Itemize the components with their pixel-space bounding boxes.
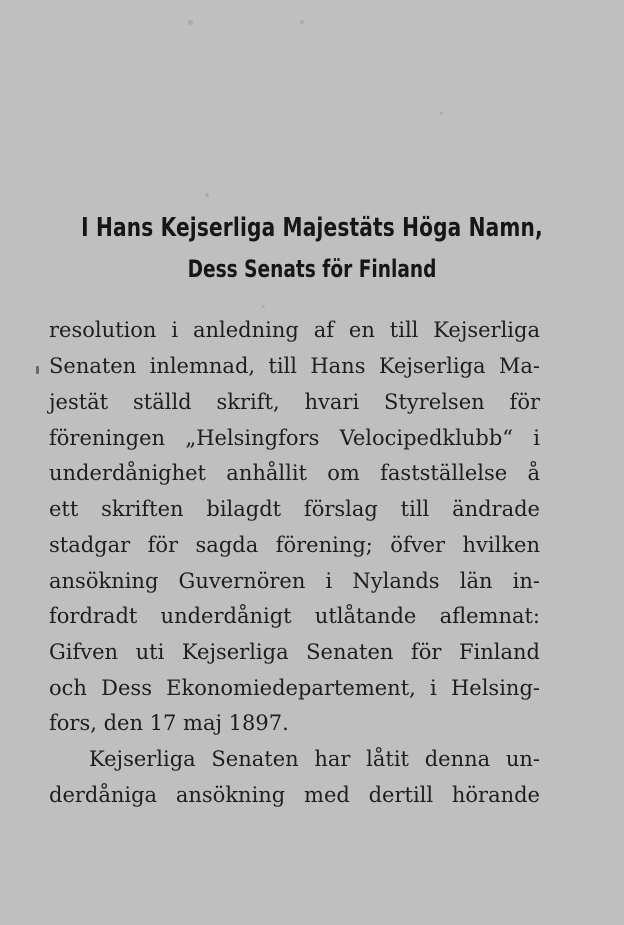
body-text-line: Kejserliga Senaten har låtit denna un- bbox=[89, 747, 540, 771]
paper-spot bbox=[188, 20, 193, 25]
paper-spot bbox=[440, 112, 443, 115]
paper-spot bbox=[300, 20, 304, 24]
body-text-line: resolution i anledning af en till Kejserliga bbox=[49, 318, 540, 342]
paper-spot bbox=[205, 193, 209, 197]
body-text-line: och Dess Ekonomiedepartement, i Helsing- bbox=[49, 676, 540, 700]
paper-spot bbox=[262, 305, 265, 308]
body-text-line: fors, den 17 maj 1897. bbox=[49, 711, 289, 735]
body-text-line: stadgar för sagda förening; öfver hvilken bbox=[49, 533, 540, 557]
document-heading-line-2: Dess Senats för Finland bbox=[187, 255, 437, 283]
body-text-line: Gifven uti Kejserliga Senaten för Finland bbox=[49, 640, 540, 664]
body-text-line: jestät ställd skrift, hvari Styrelsen för bbox=[49, 390, 540, 414]
body-text-line: föreningen „Helsingfors Velocipedklubb“ i bbox=[49, 426, 540, 450]
document-heading-line-1: I Hans Kejserliga Majestäts Höga Namn, bbox=[81, 213, 543, 243]
body-text-line: Senaten inlemnad, till Hans Kejserliga Ma- bbox=[49, 354, 540, 378]
paper-edge-mark bbox=[36, 366, 39, 374]
body-text-line: ansökning Guvernören i Nylands län in- bbox=[49, 569, 540, 593]
body-text-line: underdånighet anhållit om fastställelse å bbox=[49, 461, 540, 485]
body-text-line: derdåniga ansökning med dertill hörande bbox=[49, 783, 540, 807]
body-text-line: fordradt underdånigt utlåtande aflemnat: bbox=[49, 604, 540, 628]
body-text-line: ett skriften bilagdt förslag till ändrade bbox=[49, 497, 540, 521]
